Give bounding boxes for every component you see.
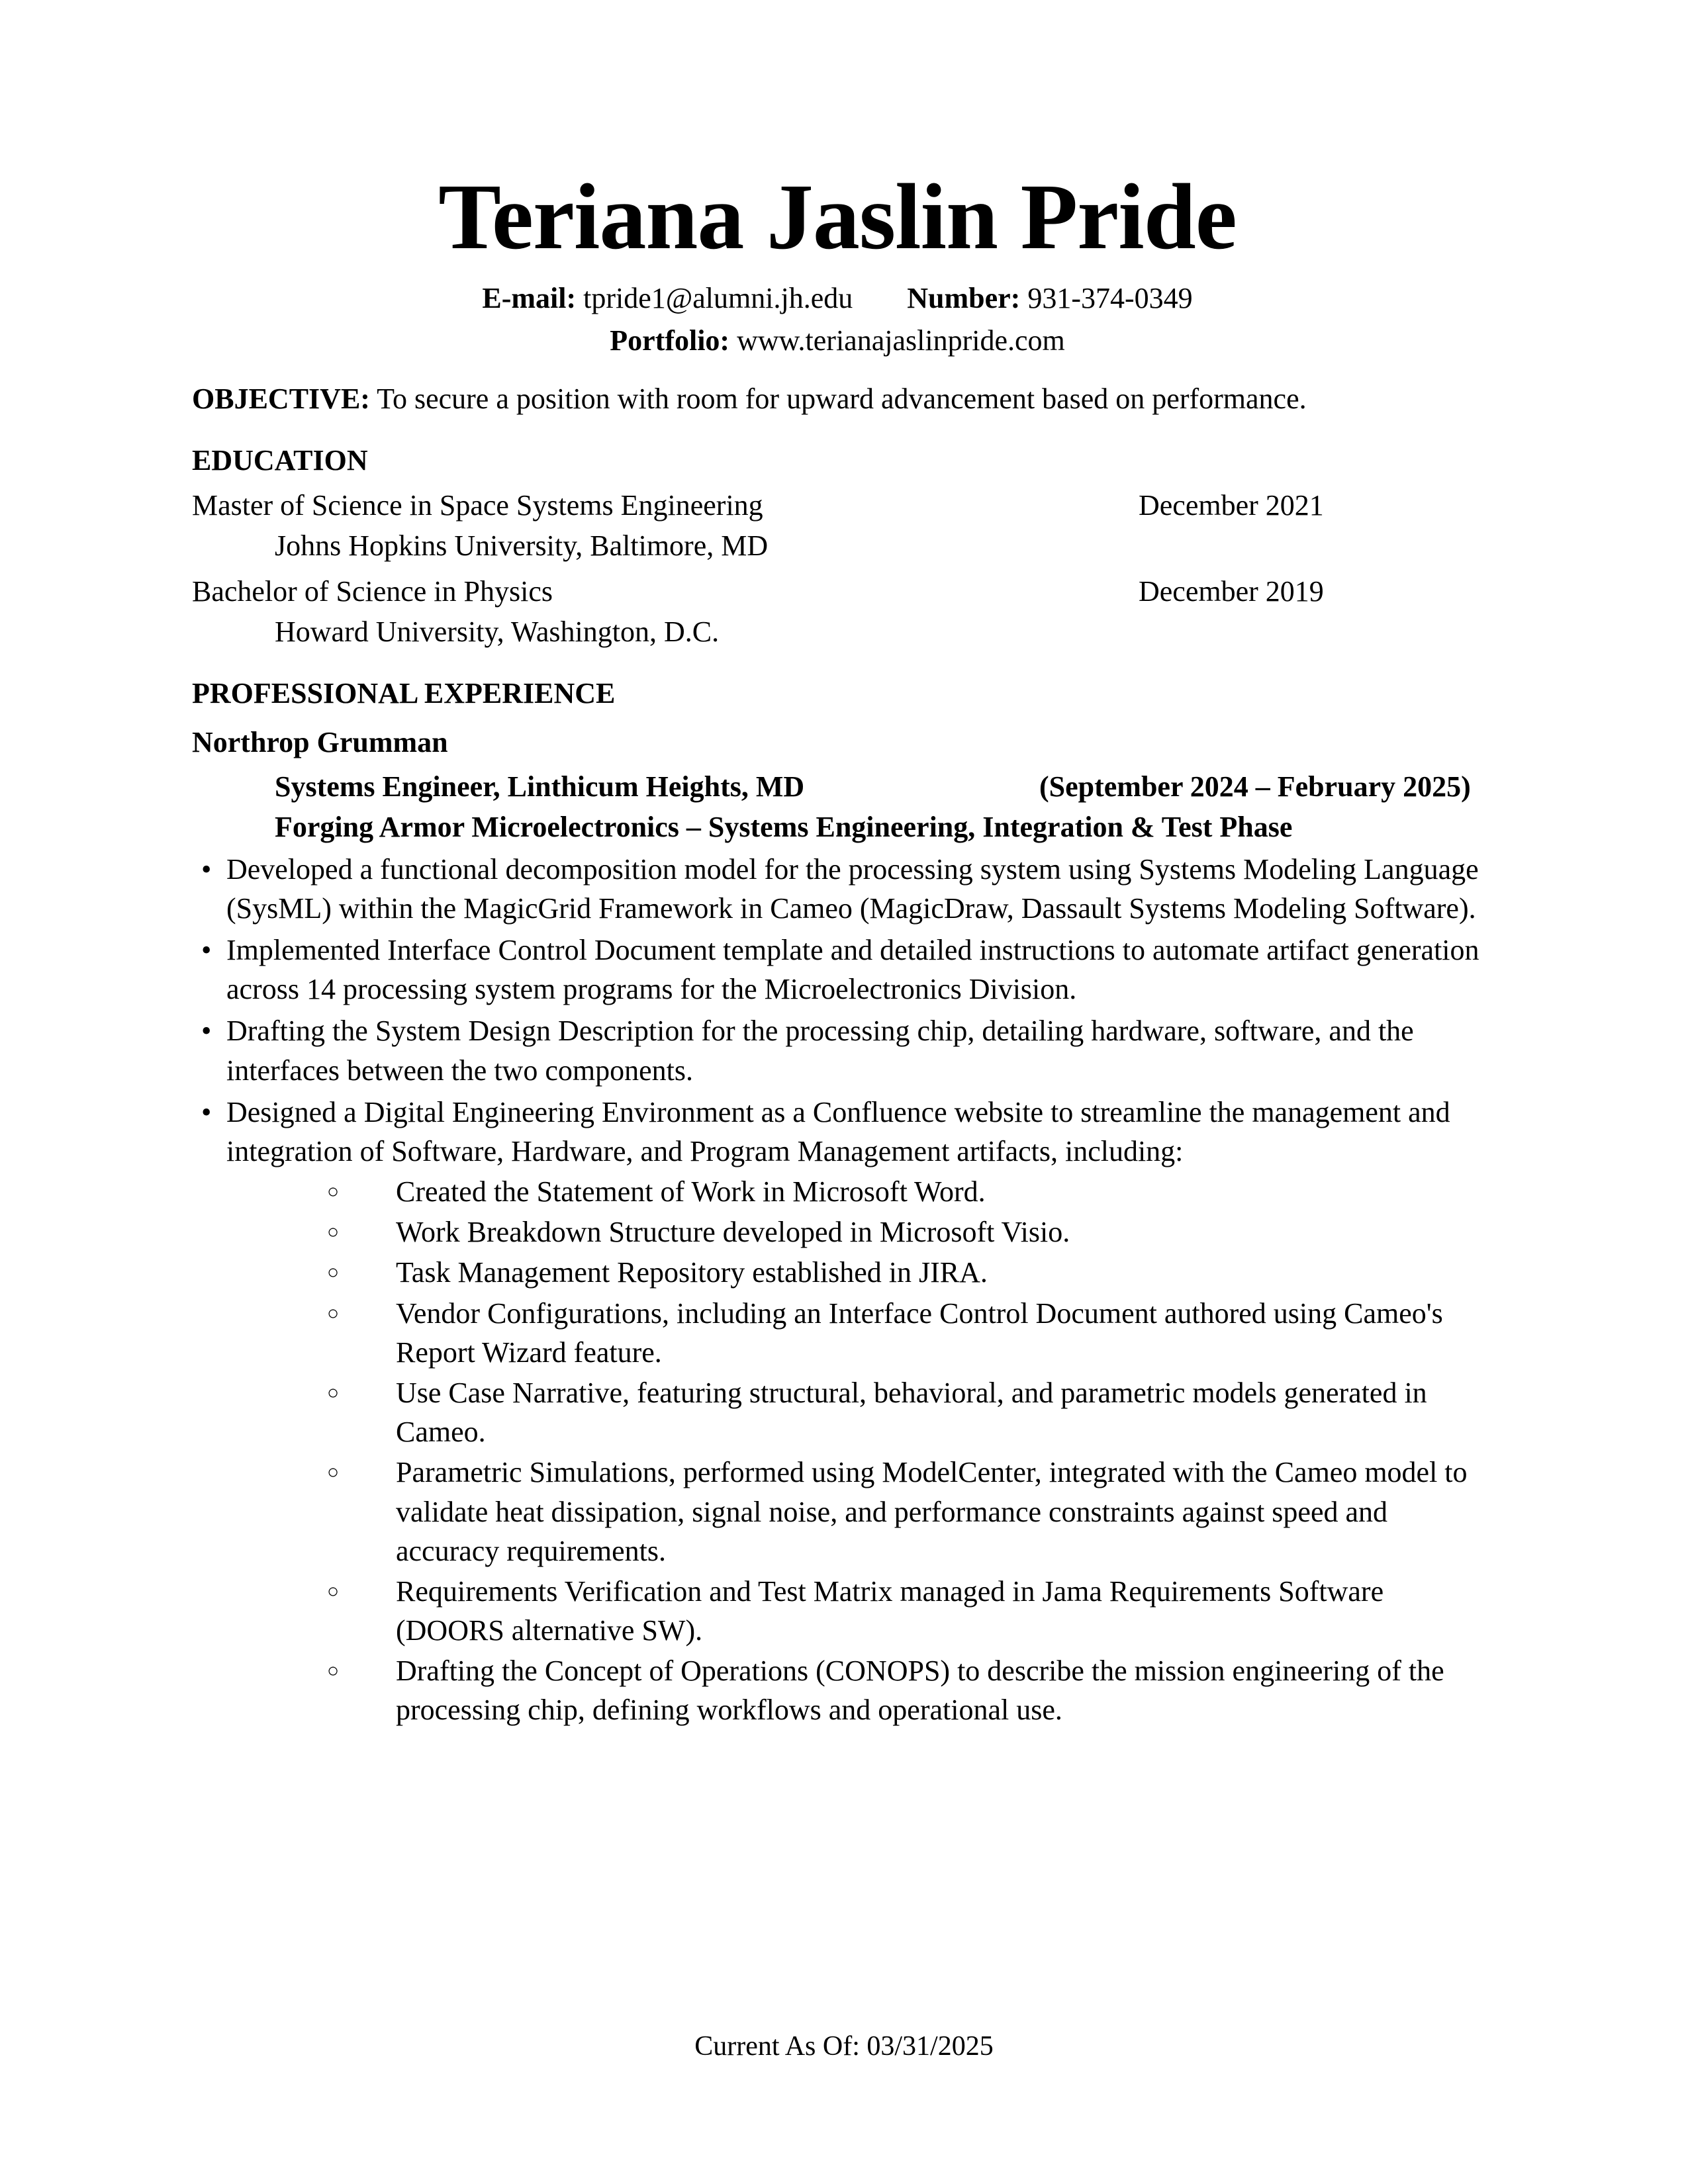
list-item-text: Created the Statement of Work in Microsoft Word. [396,1175,986,1208]
hollow-bullet-icon: ○ [327,1580,340,1602]
hollow-bullet-icon: ○ [327,1221,340,1244]
list-item-text: Use Case Narrative, featuring structural, behavioral, and parametric models generated in Cameo. [396,1377,1427,1449]
education-date: December 2021 [1139,489,1324,522]
list-item-text: Drafting the Concept of Operations (CONOPS) to describe the mission engineering of the processing chip, defining workflows and operational use. [396,1655,1444,1727]
list-item [192,1011,1483,1089]
education-school: Johns Hopkins University, Baltimore, MD [275,529,769,562]
experience-role-row [192,768,1483,807]
experience-employer: Northrop Grumman [192,726,448,759]
list-item [192,1093,1483,1171]
experience-heading: PROFESSIONAL EXPERIENCE [192,676,616,709]
list-item-text: Drafting the System Design Description for the processing chip, detailing hardware, software, and the interfaces between the two components. [226,1015,1414,1087]
list-item-text: Implemented Interface Control Document template and detailed instructions to automate artifact generation across 14 processing system programs for the Microelectronics Division. [226,934,1479,1006]
list-item-text: Work Breakdown Structure developed in Microsoft Visio. [396,1216,1070,1249]
education-heading: EDUCATION [192,443,368,477]
list-item-text: Requirements Verification and Test Matrix managed in Jama Requirements Software (DOORS alternative SW). [396,1574,1384,1647]
list-item [192,1253,1483,1292]
experience-role-title: Systems Engineer, Linthicum Heights, MD [275,770,805,803]
email-value: tpride1@alumni.jh.edu [583,281,853,314]
contact-line-portfolio [192,322,1483,360]
list-item [192,1373,1483,1451]
education-school: Howard University, Washington, D.C. [275,615,720,648]
bullet-icon: • [201,1095,212,1128]
contact-line-primary [192,279,1483,318]
hollow-bullet-icon: ○ [327,1461,340,1484]
list-item-text: Designed a Digital Engineering Environment as a Confluence website to streamline the management and integration of Software, Hardware, and Program Management artifacts, including: [226,1095,1450,1167]
education-date: December 2019 [1139,574,1324,608]
bullet-icon: • [201,1015,212,1048]
bullet-icon: • [201,934,212,967]
experience-role-date: (September 2024 – February 2025) [1039,770,1471,803]
hollow-bullet-icon: ○ [327,1382,340,1404]
phone-value: 931-374-0349 [1027,281,1193,314]
list-item [192,1453,1483,1570]
portfolio-label: Portfolio: [610,324,730,357]
resume-content [192,0,1483,1730]
email-label: E-mail: [482,281,577,314]
list-item-text: Vendor Configurations, including an Interface Control Document authored using Cameo's Report Wizard feature. [396,1297,1443,1369]
phone-label: Number: [907,281,1021,314]
education-degree: Master of Science in Space Systems Engineering [192,489,763,522]
bullet-icon: • [201,852,212,886]
experience-subbullet-list [192,1172,1483,1729]
education-degree: Bachelor of Science in Physics [192,574,553,608]
experience-bullet-list [192,850,1483,1171]
list-item [192,850,1483,928]
page-title: Teriana Jaslin Pride [438,164,1237,269]
list-item [192,931,1483,1009]
objective-label: OBJECTIVE: [192,382,370,415]
list-item [192,1572,1483,1650]
hollow-bullet-icon: ○ [327,1261,340,1284]
list-item-text: Parametric Simulations, performed using ModelCenter, integrated with the Cameo model to validate heat dissipation, signal noise, and performance constraints against speed and accuracy requirements. [396,1456,1468,1567]
list-item [192,1651,1483,1729]
education-entry [192,572,1483,612]
list-item-text: Task Management Repository established in JIRA. [396,1256,988,1289]
footer-current-as-of: Current As Of: 03/31/2025 [694,2031,994,2062]
education-entry [192,486,1483,525]
list-item [192,1212,1483,1251]
hollow-bullet-icon: ○ [327,1302,340,1324]
objective-block [192,380,1483,419]
hollow-bullet-icon: ○ [327,1660,340,1682]
list-item-text: Developed a functional decomposition model for the processing system using Systems Modeling Language (SysML) within the MagicGrid Framework in Cameo (MagicDraw, Dassault Systems Modeling Software). [226,852,1479,925]
hollow-bullet-icon: ○ [327,1181,340,1203]
experience-project-line: Forging Armor Microelectronics – Systems Engineering, Integration & Test Phase [275,810,1293,843]
list-item [192,1294,1483,1372]
objective-text: To secure a position with room for upward advancement based on performance. [377,382,1307,415]
list-item [192,1172,1483,1211]
portfolio-value: www.terianajaslinpride.com [737,324,1065,357]
